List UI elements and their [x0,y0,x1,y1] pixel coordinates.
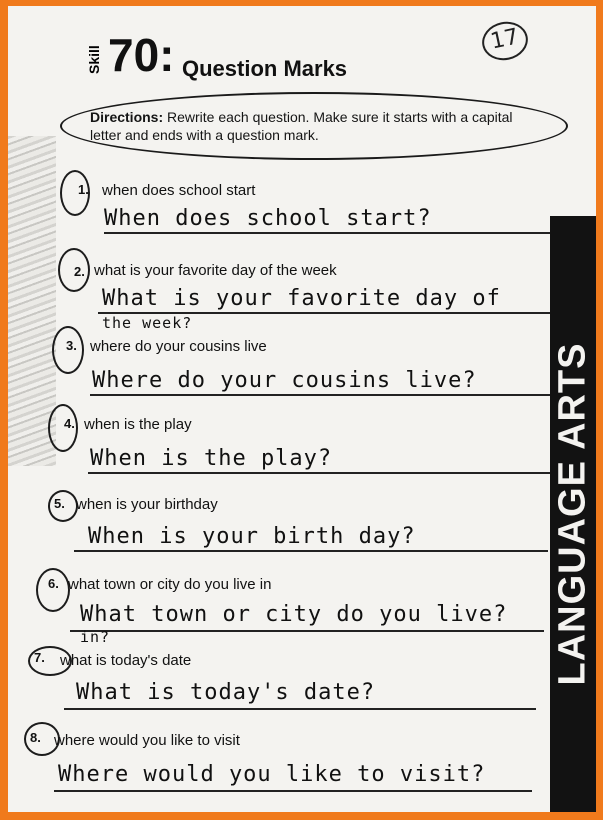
written-answer: When does school start? [104,206,432,231]
question-prompt: where do your cousins live [90,338,267,355]
answer-line [54,790,532,792]
subject-sidebar [550,216,596,812]
question-number: 2. [74,264,85,279]
question-number: 8. [30,730,41,745]
question-prompt: when does school start [102,182,256,199]
written-answer: When is your birth day? [88,524,416,549]
question-number: 7. [34,650,45,665]
written-answer-continued: the week? [102,314,193,332]
answer-line [104,232,562,234]
answer-line [70,630,544,632]
subject-label: LANGUAGE ARTS [551,342,594,686]
written-answer-continued: in? [80,628,111,646]
written-answer: What town or city do you live? [80,602,508,627]
question-number: 3. [66,338,77,353]
written-answer: Where do your cousins live? [92,368,477,393]
directions-label: Directions: [90,109,164,125]
written-answer: What is your favorite day of [102,286,501,311]
directions-text: Rewrite each question. Make sure it starts with a capital letter and ends with a question mark. [90,109,513,143]
answer-line [88,472,550,474]
question-prompt: where would you like to visit [54,732,240,749]
question-prompt: what town or city do you live in [68,576,272,593]
written-answer: What is today's date? [76,680,376,705]
question-prompt: what is your favorite day of the week [94,262,337,279]
question-number: 5. [54,496,65,511]
question-number: 4. [64,416,75,431]
page-number-mark: 17 [479,18,532,65]
question-prompt: what is today's date [60,652,192,669]
page-title: Question Marks [182,56,348,81]
written-answer: Where would you like to visit? [58,762,486,787]
answer-line [90,394,558,396]
question-number: 1. [78,182,89,197]
skill-label: Skill [86,45,102,74]
question-prompt: when is the play [84,416,192,433]
question-prompt: when is your birthday [76,496,218,513]
answer-line [64,708,536,710]
written-answer: When is the play? [90,446,333,471]
question-number: 6. [48,576,59,591]
skill-number: 70: [108,29,175,81]
answer-line [74,550,548,552]
worksheet-page [8,6,596,812]
directions-box [60,92,568,160]
